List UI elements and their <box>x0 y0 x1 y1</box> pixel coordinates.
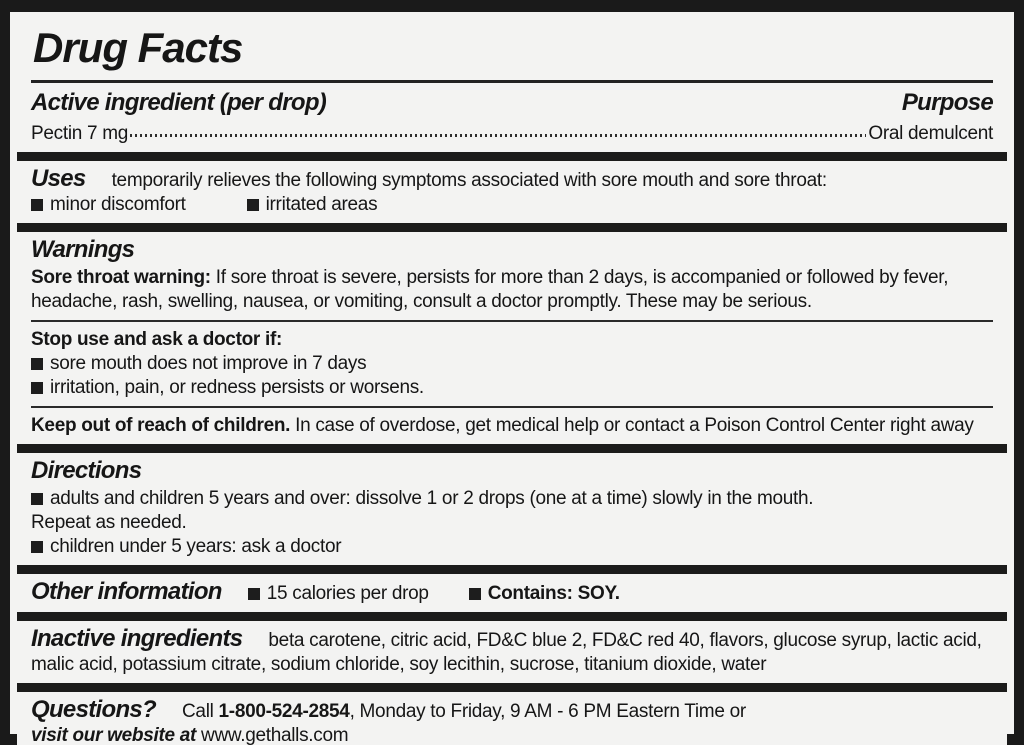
directions-repeat-line: Repeat as needed. <box>31 512 187 533</box>
stop-use-bullet <box>31 352 993 376</box>
inactive-ingredients-heading: Inactive ingredients <box>31 625 243 652</box>
purpose-heading: Purpose <box>901 89 993 116</box>
uses-bullets-row <box>31 193 993 217</box>
stop-use-heading: Stop use and ask a doctor if: <box>31 329 283 350</box>
uses-heading: Uses <box>31 165 86 192</box>
uses-bullet-item <box>247 194 378 215</box>
warnings-section <box>17 232 1007 444</box>
warnings-subdivider <box>31 406 993 408</box>
sore-throat-warning <box>31 266 993 314</box>
keep-out-warning <box>31 414 993 438</box>
keep-out-label: Keep out of reach of children. <box>31 415 291 436</box>
sore-throat-warning-text: If sore throat is severe, persists for more than 2 days, is accompanied or followed by fever, headache, rash, swelling, nausea, or vomiting, consult a doctor promptly. These may be serious. <box>31 267 949 312</box>
uses-bullet-label: minor discomfort <box>50 194 186 215</box>
questions-heading: Questions? <box>31 696 157 723</box>
website-label: visit our website at <box>31 725 197 745</box>
directions-heading: Directions <box>31 457 142 484</box>
section-divider <box>17 612 1007 621</box>
title-rule <box>31 80 993 83</box>
warnings-heading: Warnings <box>31 236 135 263</box>
section-divider <box>17 223 1007 232</box>
square-bullet-icon <box>247 199 259 211</box>
inactive-ingredients-list: beta carotene, citric acid, FD&C blue 2, FD&C red 40, flavors, glucose syrup, lactic acid, malic acid, potassium citrate, sodium chloride, soy lecithin, sucrose, titanium dioxide, water <box>31 630 982 675</box>
square-bullet-icon <box>31 541 43 553</box>
uses-bullet-label: irritated areas <box>265 194 378 215</box>
sore-throat-warning-label: Sore throat warning: <box>31 267 211 288</box>
warnings-subdivider <box>31 320 993 322</box>
questions-website-line <box>31 724 993 745</box>
ingredient-row <box>31 119 993 146</box>
stop-use-bullet <box>31 376 993 400</box>
other-information-heading: Other information <box>31 578 222 605</box>
purpose-value: Oral demulcent <box>868 123 993 144</box>
square-bullet-icon <box>31 199 43 211</box>
keep-out-text: In case of overdose, get medical help or contact a Poison Control Center right away <box>290 415 974 436</box>
questions-section <box>17 692 1007 745</box>
questions-call-line <box>31 696 993 724</box>
uses-intro-line <box>31 165 993 193</box>
other-information-section <box>17 574 1007 612</box>
section-divider <box>17 444 1007 453</box>
label-inner <box>10 12 1014 745</box>
active-ingredient-heading: Active ingredient (per drop) <box>31 89 327 116</box>
inactive-ingredients-section <box>17 621 1007 683</box>
call-suffix: , Monday to Friday, 9 AM - 6 PM Eastern Time or <box>349 701 746 722</box>
uses-section <box>17 161 1007 223</box>
dotted-leader <box>130 119 866 139</box>
calories-info-label: 15 calories per drop <box>266 583 429 604</box>
directions-section <box>17 453 1007 565</box>
contains-info <box>469 583 620 604</box>
stop-use-bullet-label: irritation, pain, or redness persists or worsens. <box>50 377 424 398</box>
section-divider <box>17 565 1007 574</box>
stop-use-bullet-label: sore mouth does not improve in 7 days <box>50 353 367 374</box>
directions-bullet-label: adults and children 5 years and over: dissolve 1 or 2 drops (one at a time) slowly in the mouth. <box>50 488 814 509</box>
square-bullet-icon <box>31 493 43 505</box>
page-title: Drug Facts <box>33 24 243 71</box>
call-prefix: Call <box>182 701 219 722</box>
active-ingredient-header-row <box>31 89 993 117</box>
square-bullet-icon <box>248 588 260 600</box>
title-section <box>17 16 1007 152</box>
square-bullet-icon <box>469 588 481 600</box>
directions-bullet <box>31 487 993 511</box>
website-url: www.gethalls.com <box>196 725 349 745</box>
square-bullet-icon <box>31 358 43 370</box>
directions-bullet-label: children under 5 years: ask a doctor <box>50 536 342 557</box>
ingredient-name: Pectin 7 mg <box>31 123 129 144</box>
square-bullet-icon <box>31 382 43 394</box>
section-divider <box>17 683 1007 692</box>
phone-number: 1-800-524-2854 <box>218 701 350 722</box>
directions-bullet <box>31 535 993 559</box>
uses-intro: temporarily relieves the following symptoms associated with sore mouth and sore throat: <box>111 170 827 191</box>
section-divider <box>17 152 1007 161</box>
calories-info <box>248 583 429 604</box>
uses-bullet-item <box>31 194 186 215</box>
contains-info-label: Contains: SOY. <box>487 583 620 604</box>
